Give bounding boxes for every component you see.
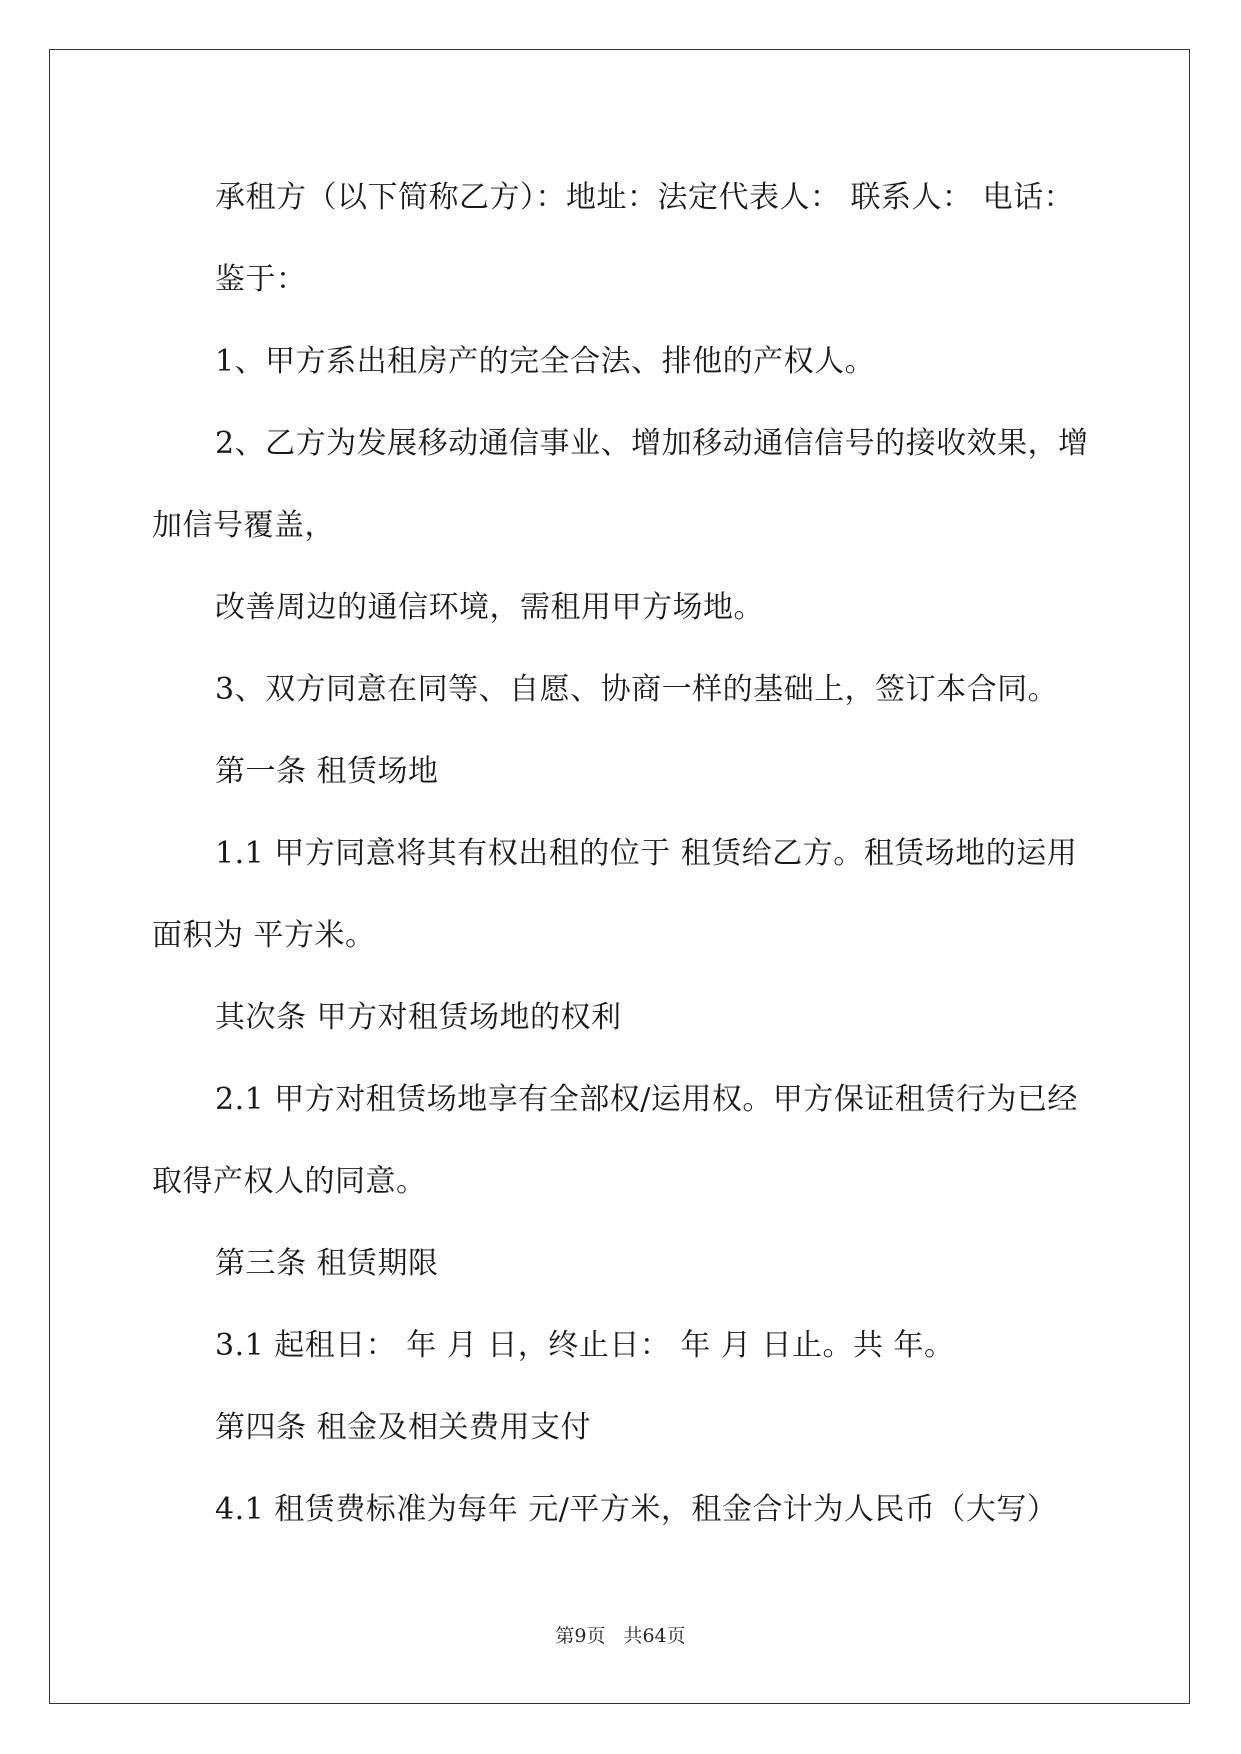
paragraph: 4.1 租赁费标准为每年 元/平方米，租金合计为人民币（大写） — [215, 1492, 1058, 1527]
section-heading: 第四条 租金及相关费用支付 — [215, 1410, 592, 1445]
document-body — [152, 157, 1092, 1551]
section-heading: 其次条 甲方对租赁场地的权利 — [215, 1000, 622, 1035]
paragraph: 加信号覆盖， — [152, 508, 335, 543]
paragraph: 3、双方同意在同等、自愿、协商一样的基础上，签订本合同。 — [215, 672, 1059, 707]
paragraph: 承租方（以下简称乙方）：地址：法定代表人： 联系人： 电话： — [215, 180, 1075, 215]
paragraph: 2.1 甲方对租赁场地享有全部权/运用权。甲方保证租赁行为已经 — [215, 1082, 1078, 1117]
paragraph: 取得产权人的同意。 — [152, 1164, 427, 1199]
section-heading: 第一条 租赁场地 — [215, 754, 439, 789]
total-label-prefix: 共 — [623, 1625, 643, 1647]
paragraph: 面积为 平方米。 — [152, 918, 376, 953]
section-heading: 第三条 租赁期限 — [215, 1246, 439, 1281]
paragraph: 1.1 甲方同意将其有权出租的位于 租赁给乙方。租赁场地的运用 — [215, 836, 1078, 871]
page-label-suffix: 页 — [586, 1625, 606, 1647]
paragraph: 鉴于： — [215, 262, 307, 297]
page-footer — [0, 1621, 1241, 1648]
total-label-suffix: 页 — [666, 1625, 686, 1647]
page-total: 64 — [642, 1625, 667, 1647]
paragraph: 2、乙方为发展移动通信事业、增加移动通信信号的接收效果，增 — [215, 426, 1089, 461]
page-current: 9 — [574, 1625, 587, 1647]
paragraph: 改善周边的通信环境，需租用甲方场地。 — [215, 590, 764, 625]
page-label-prefix: 第 — [555, 1625, 575, 1647]
paragraph: 1、甲方系出租房产的完全合法、排他的产权人。 — [215, 344, 876, 379]
paragraph: 3.1 起租日： 年 月 日，终止日： 年 月 日止。共 年。 — [215, 1328, 955, 1363]
